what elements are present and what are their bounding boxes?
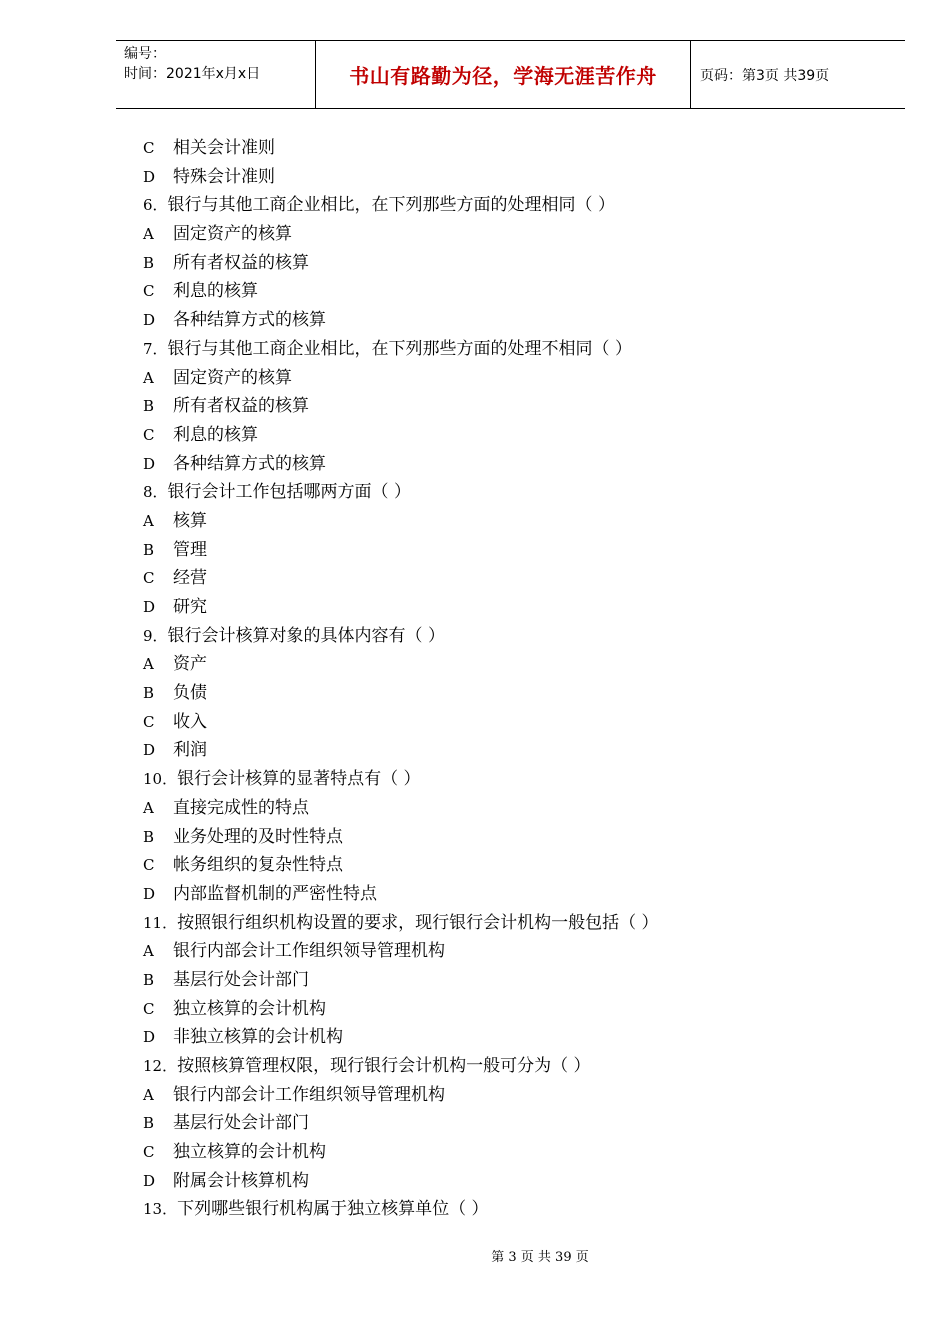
option-item	[143, 1138, 659, 1167]
option-text: 负债	[173, 683, 207, 704]
option-letter: C	[143, 856, 155, 875]
option-item	[143, 564, 659, 593]
option-item	[143, 134, 659, 163]
header-left-cell	[116, 41, 315, 108]
doc-number-label: 编号：	[124, 46, 166, 62]
option-letter: B	[143, 1114, 155, 1133]
option-letter: D	[143, 1028, 156, 1047]
option-text: 所有者权益的核算	[173, 396, 309, 417]
option-text: 基层行处会计部门	[173, 1113, 309, 1134]
option-text: 基层行处会计部门	[173, 969, 309, 990]
question-text: 银行与其他工商企业相比，在下列那些方面的处理相同（ ）	[167, 195, 615, 216]
option-text: 核算	[173, 510, 207, 531]
option-letter: D	[143, 884, 156, 903]
option-item	[143, 1167, 659, 1196]
option-item	[143, 163, 659, 192]
question-item	[143, 1052, 659, 1081]
option-text: 各种结算方式的核算	[173, 310, 326, 331]
option-text: 研究	[173, 597, 207, 617]
option-item	[143, 507, 659, 536]
header-page-cell	[690, 41, 905, 108]
option-text: 业务处理的及时性特点	[173, 826, 343, 847]
option-text: 相关会计准则	[173, 138, 275, 158]
footer-page-number: 第 3 页 共 39 页	[491, 1250, 589, 1265]
option-text: 特殊会计准则	[173, 166, 275, 187]
option-text: 收入	[173, 711, 207, 732]
option-text: 管理	[173, 539, 207, 560]
option-letter: D	[143, 741, 156, 760]
option-item	[143, 823, 659, 852]
header-motto-cell	[315, 41, 691, 108]
option-letter: B	[143, 970, 155, 989]
question-text: 银行会计核算的显著特点有（ ）	[177, 769, 421, 790]
option-item	[143, 880, 659, 909]
question-text: 按照银行组织机构设置的要求，现行银行会计机构一般包括（ ）	[177, 912, 659, 933]
question-text: 银行会计核算对象的具体内容有（ ）	[167, 625, 445, 646]
option-letter: A	[143, 942, 154, 961]
option-item	[143, 392, 659, 421]
question-item	[143, 622, 659, 651]
option-item	[143, 421, 659, 450]
option-letter: A	[143, 1085, 154, 1104]
question-item	[143, 191, 659, 220]
option-item	[143, 450, 659, 479]
option-letter: D	[143, 598, 156, 616]
question-text: 按照核算管理权限，现行银行会计机构一般可分为（ ）	[177, 1056, 591, 1076]
option-text: 利息的核算	[173, 281, 258, 302]
option-letter: B	[143, 684, 155, 703]
question-number: 11．	[143, 913, 178, 932]
page-footer	[0, 1246, 950, 1265]
option-text: 利息的核算	[173, 424, 258, 445]
option-item	[143, 364, 659, 393]
question-number: 13．	[143, 1200, 178, 1219]
option-item	[143, 937, 659, 966]
option-item	[143, 650, 659, 679]
question-number: 12．	[143, 1057, 178, 1075]
option-item	[143, 851, 659, 880]
option-item	[143, 593, 659, 622]
option-letter: C	[143, 425, 155, 444]
option-text: 固定资产的核算	[173, 367, 292, 388]
question-item	[143, 765, 659, 794]
option-letter: B	[143, 827, 155, 846]
option-text: 经营	[173, 568, 207, 589]
header-motto: 书山有路勤为径，学海无涯苦作舟	[349, 64, 657, 88]
option-item	[143, 536, 659, 565]
question-number: 10．	[143, 770, 178, 789]
question-number: 6．	[143, 196, 168, 215]
option-letter: B	[143, 397, 155, 416]
option-letter: D	[143, 1171, 156, 1190]
option-text: 银行内部会计工作组织领导管理机构	[173, 941, 445, 962]
option-text: 固定资产的核算	[173, 224, 292, 245]
option-item	[143, 736, 659, 765]
question-item	[143, 909, 659, 938]
question-item	[143, 335, 659, 364]
question-item	[143, 478, 659, 507]
option-letter: A	[143, 511, 154, 530]
option-text: 非独立核算的会计机构	[173, 1027, 343, 1048]
option-item	[143, 220, 659, 249]
option-letter: D	[143, 167, 156, 186]
option-text: 所有者权益的核算	[173, 252, 309, 273]
question-text: 下列哪些银行机构属于独立核算单位（ ）	[177, 1199, 489, 1220]
option-text: 各种结算方式的核算	[173, 453, 326, 474]
option-item	[143, 679, 659, 708]
option-letter: C	[143, 139, 155, 157]
option-text: 资产	[173, 654, 207, 675]
option-letter: A	[143, 368, 154, 387]
option-item	[143, 794, 659, 823]
option-letter: C	[143, 569, 155, 588]
option-letter: C	[143, 282, 155, 301]
question-number: 7．	[143, 339, 168, 358]
option-text: 利润	[173, 740, 207, 761]
option-letter: C	[143, 712, 155, 731]
option-letter: A	[143, 655, 154, 674]
option-item	[143, 306, 659, 335]
option-letter: C	[143, 999, 155, 1018]
question-item	[143, 1195, 659, 1224]
option-item	[143, 995, 659, 1024]
option-text: 附属会计核算机构	[173, 1170, 309, 1191]
question-text: 银行与其他工商企业相比，在下列那些方面的处理不相同（ ）	[167, 338, 632, 359]
question-text: 银行会计工作包括哪两方面（ ）	[167, 482, 411, 503]
page-header	[116, 40, 905, 109]
option-item	[143, 708, 659, 737]
doc-time-label: 时间：2021年x月x日	[124, 66, 261, 82]
option-letter: B	[143, 253, 155, 272]
question-number: 8．	[143, 483, 168, 502]
question-number: 9．	[143, 626, 168, 645]
option-letter: A	[143, 798, 154, 817]
header-page-info: 页码：第3页 共39页	[700, 67, 830, 84]
option-letter: D	[143, 454, 156, 473]
option-text: 直接完成性的特点	[173, 797, 309, 818]
option-text: 独立核算的会计机构	[173, 998, 326, 1019]
option-item	[143, 1109, 659, 1138]
option-item	[143, 966, 659, 995]
option-letter: D	[143, 311, 156, 330]
question-list	[143, 134, 659, 1224]
option-text: 内部监督机制的严密性特点	[173, 883, 377, 904]
option-item	[143, 1023, 659, 1052]
option-text: 独立核算的会计机构	[173, 1142, 326, 1163]
option-text: 帐务组织的复杂性特点	[173, 855, 343, 876]
option-item	[143, 249, 659, 278]
option-letter: C	[143, 1143, 155, 1162]
option-item	[143, 277, 659, 306]
option-text: 银行内部会计工作组织领导管理机构	[173, 1084, 445, 1105]
option-item	[143, 1081, 659, 1110]
option-letter: A	[143, 225, 154, 244]
option-letter: B	[143, 540, 155, 559]
